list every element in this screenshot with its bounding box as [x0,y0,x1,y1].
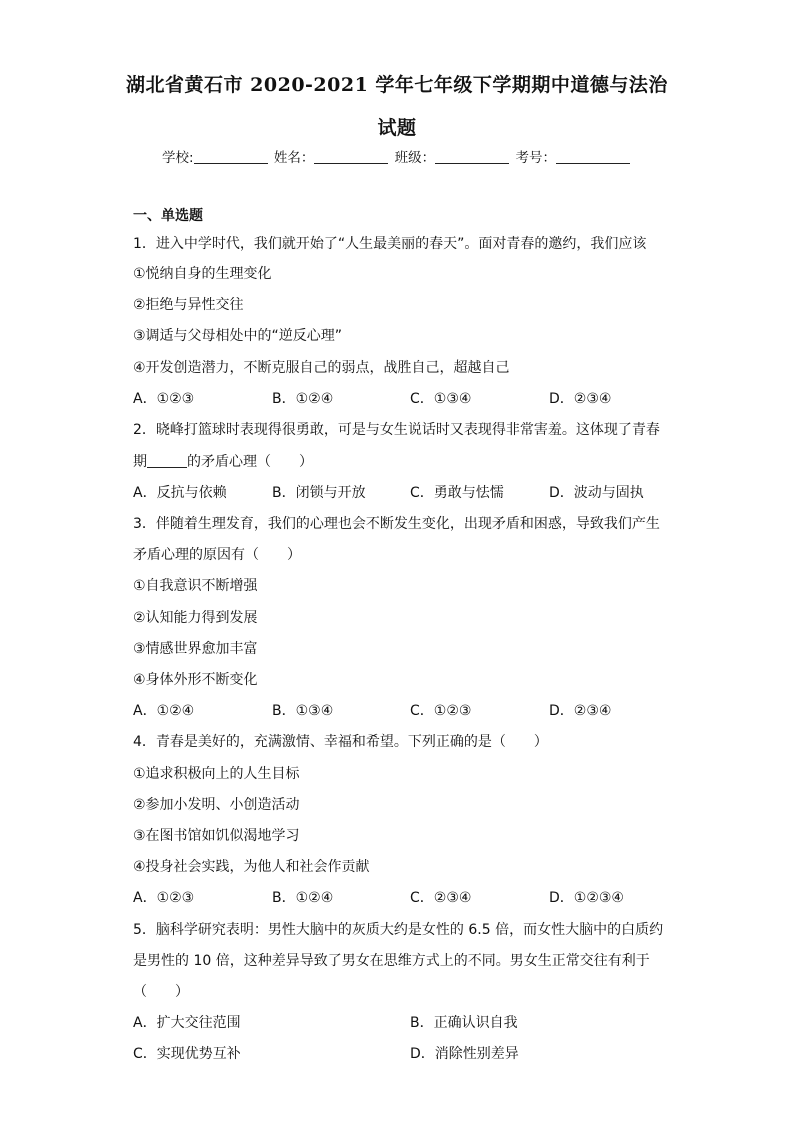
name-label: 姓名： [273,150,315,166]
q2-stem-line1: 2．晓峰打篮球时表现得很勇敢，可是与女生说话时又表现得非常害羞。这体现了青春 [133,422,660,438]
q3-item-3: ③情感世界愈加丰富 [133,641,258,657]
q5-option-b[interactable]: B．正确认识自我 [410,1015,518,1031]
q3-item-2: ②认知能力得到发展 [133,610,258,626]
q2-stem-pre: 期 [133,454,147,470]
q4-option-b[interactable]: B．①②④ [272,890,334,906]
q4-item-3: ③在图书馆如饥似渴地学习 [133,828,300,844]
q3-options [133,702,693,720]
q1-options [133,390,693,408]
q2-option-a[interactable]: A．反抗与依赖 [133,485,227,501]
q4-option-a[interactable]: A．①②③ [133,890,195,906]
q4-stem: 4．青春是美好的，充满激情、幸福和希望。下列正确的是（ ） [133,734,548,750]
class-blank[interactable] [435,150,509,164]
q5-option-d[interactable]: D．消除性别差异 [410,1046,519,1062]
q1-item-1: ①悦纳自身的生理变化 [133,266,272,282]
q5-stem-line3: （ ） [133,984,189,1000]
q1-option-a[interactable]: A．①②③ [133,391,195,407]
q1-option-d[interactable]: D．②③④ [549,391,612,407]
q2-option-d[interactable]: D．波动与固执 [549,485,644,501]
exam-number-label: 考号： [515,150,556,166]
q3-option-d[interactable]: D．②③④ [549,703,612,719]
q2-stem-line2 [133,453,313,471]
q1-item-2: ②拒绝与异性交往 [133,297,244,313]
name-blank[interactable] [314,150,388,164]
q4-item-4: ④投身社会实践，为他人和社会作贡献 [133,859,370,875]
q4-option-c[interactable]: C．②③④ [410,890,472,906]
exam-number-blank[interactable] [556,150,630,164]
q1-option-b[interactable]: B．①②④ [272,391,334,407]
q3-option-a[interactable]: A．①②④ [133,703,195,719]
school-label: 学校: [162,150,194,166]
q2-answer-blank[interactable] [147,454,187,468]
q1-option-c[interactable]: C．①③④ [410,391,472,407]
q2-option-b[interactable]: B．闭锁与开放 [272,485,366,501]
q4-item-1: ①追求积极向上的人生目标 [133,766,300,782]
q4-options [133,889,693,907]
exam-title-line1: 湖北省黄石市 2020-2021 学年七年级下学期期中道德与法治 [126,74,668,96]
student-info-line [0,146,794,166]
q1-stem: 1．进入中学时代，我们就开始了“人生最美丽的春天”。面对青春的邀约，我们应该 [133,236,647,252]
q5-option-c[interactable]: C．实现优势互补 [133,1046,241,1062]
q4-option-d[interactable]: D．①②③④ [549,890,624,906]
q3-option-c[interactable]: C．①②③ [410,703,472,719]
q5-option-a[interactable]: A．扩大交往范围 [133,1015,241,1031]
q3-stem-line1: 3．伴随着生理发育，我们的心理也会不断发生变化，出现矛盾和困惑，导致我们产生 [133,516,660,532]
q2-stem-post: 的矛盾心理（ ） [187,454,313,470]
q4-item-2: ②参加小发明、小创造活动 [133,797,300,813]
class-label: 班级： [394,150,436,166]
q3-option-b[interactable]: B．①③④ [272,703,334,719]
q3-item-4: ④身体外形不断变化 [133,672,258,688]
q1-item-3: ③调适与父母相处中的“逆反心理” [133,328,343,344]
q5-stem-line2: 是男性的 10 倍，这种差异导致了男女在思维方式上的不同。男女生正常交往有利于 [133,953,650,969]
q2-options [133,484,693,502]
school-blank[interactable] [194,150,268,164]
q3-stem-line2: 矛盾心理的原因有（ ） [133,547,301,563]
q3-item-1: ①自我意识不断增强 [133,578,258,594]
q1-item-4: ④开发创造潜力，不断克服自己的弱点，战胜自己，超越自己 [133,360,510,376]
section-title: 一、单选题 [133,208,203,224]
q2-option-c[interactable]: C．勇敢与怯懦 [410,485,504,501]
exam-title-line2: 试题 [377,117,417,139]
q5-stem-line1: 5．脑科学研究表明：男性大脑中的灰质大约是女性的 6.5 倍，而女性大脑中的白质约 [133,922,664,938]
